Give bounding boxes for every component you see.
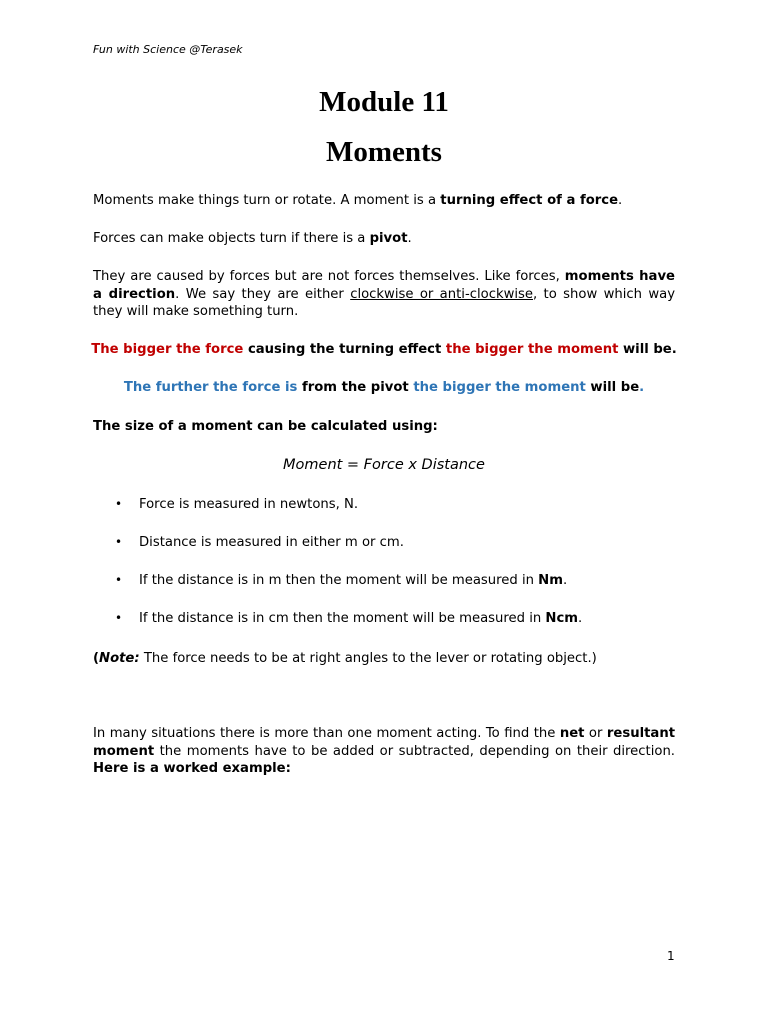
moment-formula: Moment = Force x Distance — [283, 457, 485, 473]
rule1-red-c: the bigger the moment — [445, 342, 619, 357]
p4-text-a: In many situations there is more than one moment acting. To find the — [93, 726, 560, 741]
bullet-unit-bold: Nm — [538, 573, 563, 588]
intro-paragraph — [93, 192, 675, 210]
pivot-text: Forces can make objects turn if there is a — [93, 231, 370, 246]
rule2-blue-a: The further the force is — [123, 380, 298, 395]
direction-bold: moments have a direction — [93, 269, 675, 302]
rule-further-force — [0, 380, 768, 395]
note-text: The force needs to be at right angles to the lever or rotating object.) — [139, 651, 597, 666]
rule2-blue-e: . — [639, 380, 645, 395]
bullet-text: Distance is measured in either m or cm. — [139, 535, 404, 550]
p4-bold-example: Here is a worked example: — [93, 761, 291, 777]
topic-title: Moments — [326, 136, 442, 168]
rule-bigger-force — [0, 342, 768, 357]
rule1-black-b: causing the turning effect — [243, 342, 446, 357]
direction-underline: clockwise or anti-clockwise — [350, 286, 534, 302]
worked-example-paragraph — [93, 725, 675, 778]
bullet-dot: • — [115, 573, 123, 587]
rule2-black-d: will be — [585, 380, 640, 395]
bullet-text: Force is measured in newtons, N. — [139, 497, 359, 512]
direction-text-e: , to show which way they will make something turn. — [93, 286, 676, 320]
note-label: Note: — [99, 651, 140, 666]
direction-text-a: They are caused by forces but are not forces themselves. Like forces, — [93, 269, 565, 284]
pivot-bold: pivot — [369, 231, 408, 246]
p4-text-e: the moments have to be added or subtracted, depending on their direction. — [154, 743, 675, 759]
bullet-unit-bold: Ncm — [545, 611, 579, 626]
p4-bold-resultant: resultant moment — [93, 726, 676, 759]
bullet-text-post: . — [562, 573, 568, 588]
intro-bold: turning effect of a force — [440, 193, 619, 208]
bullet-dot: • — [115, 497, 123, 511]
bullet-dot: • — [115, 611, 123, 625]
direction-text-c: . We say they are either — [175, 286, 351, 302]
direction-paragraph — [93, 268, 675, 321]
size-heading: The size of a moment can be calculated using: — [93, 419, 438, 434]
p4-bold-net: net — [559, 726, 585, 741]
note-open: ( — [93, 651, 100, 666]
rule2-blue-c: the bigger the moment — [413, 380, 586, 395]
page-number: 1 — [667, 949, 675, 963]
page-header: Fun with Science @Terasek — [93, 43, 243, 56]
rule1-red-a: The bigger the force — [91, 342, 244, 357]
p4-text-c: or — [584, 726, 607, 741]
intro-end: . — [618, 193, 623, 208]
bullet-text-post: . — [578, 611, 583, 626]
note-paragraph — [93, 650, 675, 668]
pivot-paragraph — [93, 230, 675, 248]
bullet-dot: • — [115, 535, 123, 549]
bullet-text-pre: If the distance is in cm then the moment will be measured in — [139, 611, 546, 626]
bullet-text — [139, 611, 582, 626]
pivot-end: . — [407, 231, 412, 246]
intro-text: Moments make things turn or rotate. A moment is a — [93, 193, 441, 208]
module-title: Module 11 — [319, 86, 449, 118]
bullet-text-pre: If the distance is in m then the moment will be measured in — [139, 573, 539, 588]
bullet-text — [139, 573, 567, 588]
rule1-black-d: will be. — [618, 342, 677, 357]
rule2-black-b: from the pivot — [297, 380, 414, 395]
